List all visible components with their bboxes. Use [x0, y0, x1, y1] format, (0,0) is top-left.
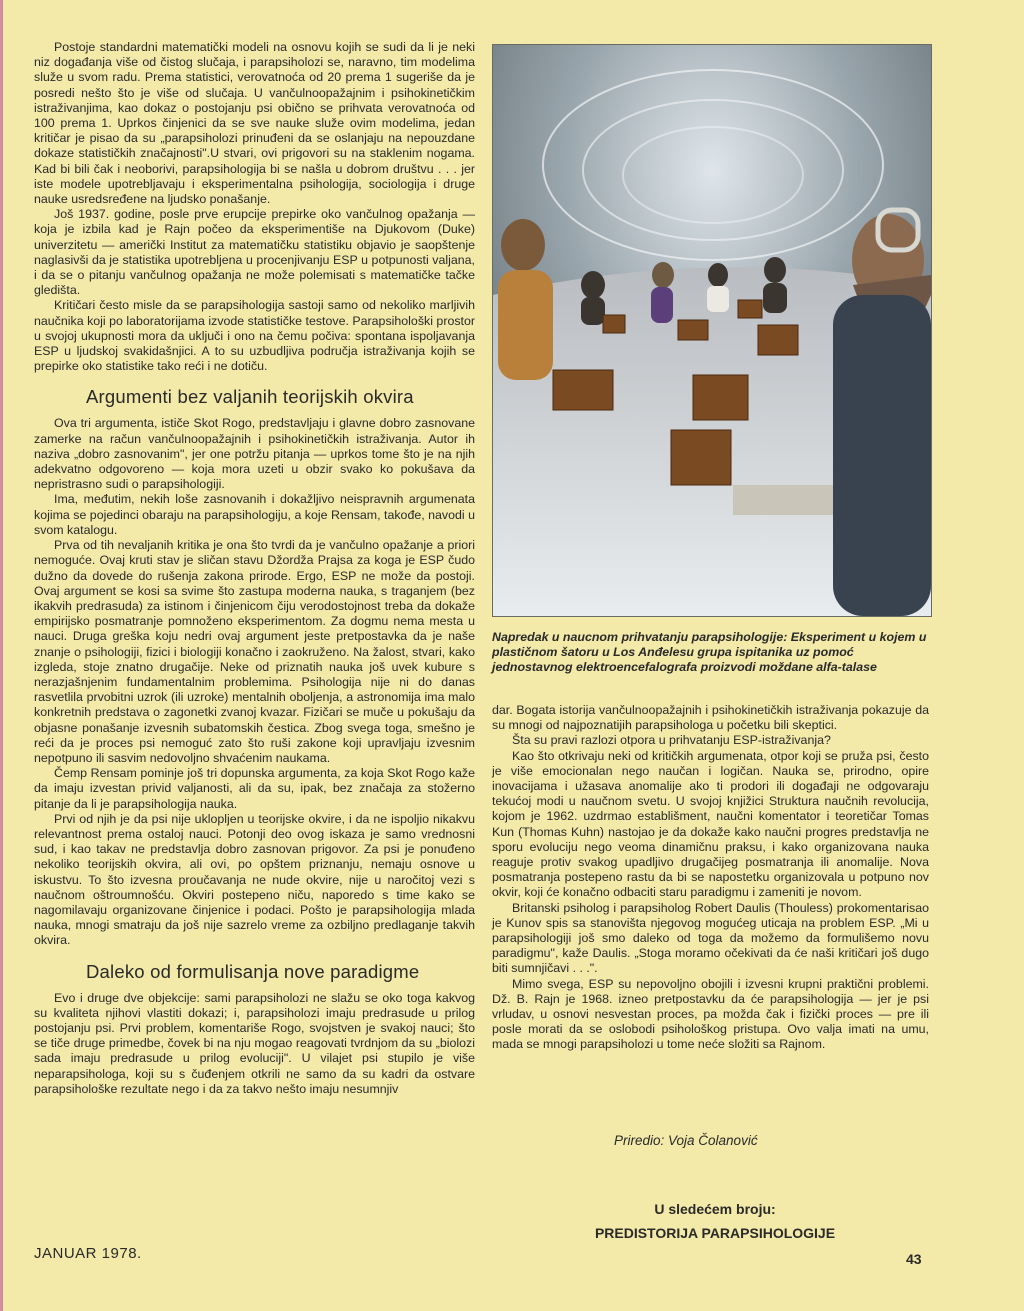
paragraph: Mimo svega, ESP su nepovoljno obojili i izvesni krupni praktični problemi. Dž. B. Rajn je 1968. izneo pretpostavku da će parapsihologija — jer je psi vrludav, u osnovi nesvestan proces, pa možda čak i fizički proces — pre ili posle morati da se oslobodi psihološkog pristupa. Ovo valja imati na umu, mada se mnogi parapsiholozi u tome neće složiti sa Rajnom. [492, 976, 929, 1052]
author-credit: Priredio: Voja Čolanović [614, 1133, 758, 1148]
paragraph: Ima, međutim, nekih loše zasnovanih i dokažljivo neispravnih argumenata kojima se pojedinci obaraju na parapsihologiju, a koje Rensam, takođe, navodi u svom katalogu. [34, 492, 475, 537]
paragraph: Ova tri argumenta, ističe Skot Rogo, predstavljaju i glavne dobro zasnovane zamerke na račun vančulnoopažajnih i psihokinetičkih istraživanja. Autor ih naziva „dobro zasnovanim", jer one potržu pitanja — uprkos tome što je na njih adekvatno odgovoreno — koja mora uzeti u obzir svako ko pokušava da nepristrasno sudi o parapsihologiji. [34, 416, 475, 492]
page-edge [0, 0, 3, 1311]
photo-caption: Napredak u naucnom prihvatanju parapsihologije: Eksperiment u kojem u plastičnom šatoru u Los Anđelesu grupa ispitanika uz pomoć jednostavnog elektroencefalografa proizvodi moždane alfa-talase [492, 630, 927, 674]
issue-date: JANUAR 1978. [34, 1245, 142, 1262]
section-heading: Daleko od formulisanja nove paradigme [86, 960, 420, 982]
page-number: 43 [906, 1251, 922, 1267]
next-issue-label: U sledećem broju: [654, 1201, 776, 1217]
paragraph: Prva od tih nevaljanih kritika je ona što tvrdi da je vančulno opažanje a priori nemoguće. Ovaj kruti stav je sličan stavu Džordža Prajsa za koga je ESP čudo dužno da dovede do rušenja zakona prirode. Ergo, ESP ne može da postoji. Ovaj argument se kosi sa svime što zastupa moderna nauka, s traganjem (bez ikakvih predrasuda) za istinom i činjenicom čiju verodostojnost treba da dokaže empirijsko posmatranje pomnoženo eksperimentom. Za dogmu nema mesta u nauci. Druga greška koju nedri ovaj argument jeste pretpostavka da je naše znanje o psihologiji, fizici i biologiji konačno i zaokruženo. Na žalost, stvari, kako izgleda, stoje znatno drugačije. Neke od priznatih nauka još uvek kubure s nerazjašnjenim fundamentalnim problemima. Psihologija nije ni do danas rasvetlila prvobitni uzrok (ili uzroke) mentalnih obolјenja, a astronomija ima malo konkretnih predstava o zagonetki zvanoj kvazar. Fizičari se muče u pokušaju da objasne ponašanje izvesnih subatomskih čestica. Zbog svega toga, smešno je reći da je proces psi nemoguć zato što ruši zakone koji upravljaju izvesnim nepotpuno ili sasvim nedovoljno shvaćenim naukama. [34, 538, 475, 765]
paragraph: Još 1937. godine, posle prve erupcije prepirke oko vančulnog opažanja — koja je izbila kad je Rajn počeo da eksperimentiše na Djukovom (Duke) univerzitetu — američki Institut za matematičku statistiku objavio je saopštenje naglasivši da je statistika upotrebljena u procenjivanju ESP u potpunosti valjana, i da se o pitanju vančulnog opažanja ne može polemisati s matematičke tačke gledišta. [34, 207, 475, 298]
paragraph: Britanski psiholog i parapsiholog Robert Daulis (Thouless) prokomentarisao je Kunov spis sa stanovišta njegovog mogućeg uticaja na problem ESP. „Mi u parapsihologiji još smo daleko od toga da možemo da formulišemo novu paradigmu", kaže Daulis. „Stoga moramo očekivati da će naši kritičari još dugo biti sumnjičavi . . .". [492, 900, 929, 976]
left-column [34, 40, 475, 1097]
paragraph: Čemp Rensam pominje još tri dopunska argumenta, za koja Skot Rogo kaže da imaju izvestan privid valjanosti, ali da su, ipak, bez značaja za stožerno pitanje da li je parapsihologija nauka. [34, 766, 475, 811]
next-issue-box [570, 1197, 860, 1245]
experiment-photo [492, 44, 932, 617]
paragraph: Postoje standardni matematički modeli na osnovu kojih se sudi da li je neki niz događanja više od čistog slučaja, i parapsiholozi se, naravno, tim modelima služe u svom radu. Prema statistici, verovatnoća od 20 prema 1 sugeriše da je posredi nešto što je više od slučaja. U vančulnoopažajnim i psihokinetičkim istraživanjima, kao dokaz o postojanju psi obično se prihvata verovatnoća od 100 prema 1. Uprkos činjenici da se sve nauke služe ovim modelima, jedan kritičar je pisao da su „parapsiholozi prinuđeni da se oslanjaju na nepouzdane dokaze statističkih značajnosti".U stvari, ovi prigovori su na staklenim nogama. Kad bi bili čak i neoborivi, parapsihologija bi se našla u dobrom društvu . . . jer iste modele upotrebljavaju i eksperimentalna psihologija, sociologija i druge nauke usredsređene na ljudsko ponašanje. [34, 40, 475, 207]
paragraph: Kritičari često misle da se parapsihologija sastoji samo od nekoliko marljivih naučnika koji po laboratorijama izvode statističke testove. Parapsihološki prostor u svojoj ukupnosti mora da uključi i ono na čemu počiva: spontana ispoljavanja ESP u ljudskoj svakidašnjici. A to su uzbudljiva područja istraživanja kojih se prepirke oko statistike tako reći i ne dotiču. [34, 298, 475, 374]
paragraph: Prvi od njih je da psi nije uklopljen u teorijske okvire, i da ne ispoljio nikakvu relevantnost prema ostaloj nauci. Potonji deo ovog iskaza je samo vrednosni sud, i kao takav ne predstavlja dobro zasnovan prigovor. Za psi je ponuđeno nekoliko teorijskih okvira, ali ovi, po opštem priznanju, nemaju osnove u iskustvu. To što izvesna proučavanja ne nude okvire, nije u naročitoj vezi s naučnom oštroumnošću. Okviri postepeno niču, naporedo s time kako se nagomilavaju organizovane činjenice i podaci. Pošto je parapsihologija mlada nauka, mnogi smatraju da još nije sazrelo vreme za ozbiljno predlaganje takvih okvira. [34, 811, 475, 948]
photo-illustration [493, 45, 931, 616]
right-column [492, 703, 929, 1053]
paragraph: Šta su pravi razlozi otpora u prihvatanju ESP-istraživanja? [512, 733, 831, 748]
next-issue-title: PREDISTORIJA PARAPSIHOLOGIJE [594, 1225, 836, 1241]
section-heading: Argumenti bez valjanih teorijskih okvira [86, 386, 414, 408]
paragraph: Kao što otkrivaju neki od kritičkih argumenata, otpor koji se pruža psi, često je više emocionalan nego naučan i logičan. Nauka se, prirodno, opire inovacijama i užasava anomalije ako ti prodori ili događaji ne odgovaraju tekućoj modi u naučnom svetu. U svojoj knjižici Struktura naučnih revolucija, kojom je 1962. uzdrmao establišment, naučni komentator i teoretičar Tomas Kun (Thomas Kuhn) nastojao je da dokaže kako naučni progres predstavlja ne sporu evoluciju nego veoma dinamičnu praksu, i kako organizovana nauka reaguje protiv svakog upadljivo drugačijeg posmatranja ili anomalije. Nova posmatranja postepeno rastu da bi se napostetku organizovala u potpuno nov okvir, koji će konačno odbaciti staru paradigmu i zameniti je novom. [492, 748, 929, 900]
paragraph: dar. Bogata istorija vančulnoopažajnih i psihokinetičkih istraživanja pokazuje da su mnogi od najpoznatijih parapsihologa u početku bili skeptici. [492, 703, 929, 733]
paragraph: Evo i druge dve objekcije: sami parapsiholozi ne slažu se oko toga kakvog su kvaliteta njihovi vlastiti dokazi; i, parapsiholozi imaju predrasude u prilog postojanju psi. Prvi problem, komentariše Rogo, svojstven je svakoj nauci; što se tiče druge primedbe, čovek bi na nju mogao reagovati tvrdnjom da su „biolozi sada imaju predrasude u prilog evoluciji". U vilajet psi stupilo je više neparapsihologa, koji su s čuđenjem otkrili ne samo da su kadri da ostvare parapsihološke rezultate nego i da za takvo nešto imaju nesumnjiv [34, 990, 475, 1096]
